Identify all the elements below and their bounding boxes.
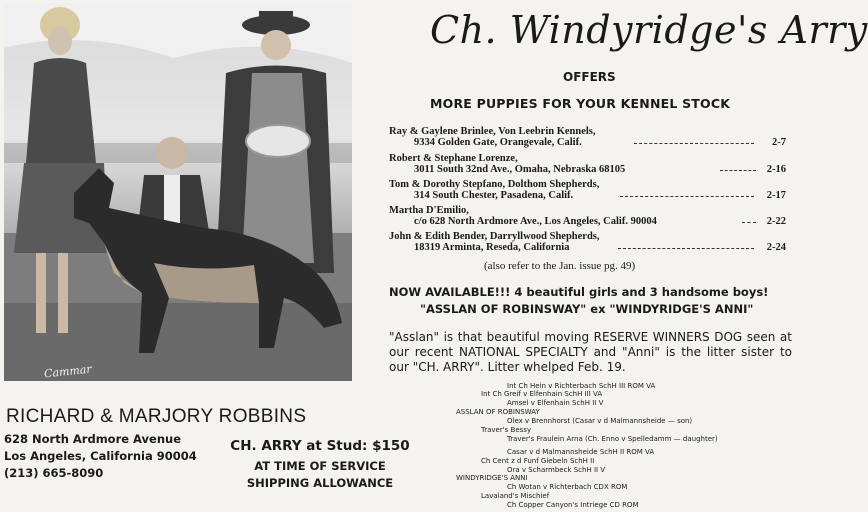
show-photo [4,3,352,381]
pedigree-line: Int Ch Hein v Richterbach SchH III ROM VA [507,382,656,390]
kennel-address: 9334 Golden Gate, Orangevale, Calif. [414,137,582,148]
stud-shipping: SHIPPING ALLOWANCE [246,476,394,490]
now-available: NOW AVAILABLE!!! 4 beautiful girls and 3 handsome boys! [389,285,769,299]
leader-dashes [720,164,756,171]
kennel-address: 18319 Arminta, Reseda, California [414,242,570,253]
owner-street: 628 North Ardmore Avenue [4,432,182,446]
pedigree-line: Int Ch Greif v Elfenhain SchH III VA [481,390,603,398]
leader-dashes [620,190,754,197]
litter-parents: "ASSLAN OF ROBINSWAY" ex "WINDYRIDGE'S ANNI" [420,302,754,316]
leader-dashes [618,242,754,249]
offers-heading: OFFERS [563,70,616,84]
photo-illustration [4,3,352,381]
owner-phone: (213) 665-8090 [4,466,104,480]
litter-description: "Asslan" is that beautiful moving RESERVE WINNERS DOG seen at our recent NATIONAL SPECIALTY and "Anni" is the litter sister to our "CH. ARRY". Litter whelped Feb. 19. [389,330,792,374]
kennel-name: Tom & Dorothy Stepfano, Dolthom Shepherds, [389,179,600,190]
photo-credit: Cammar [43,362,93,381]
pedigree-line: Olex v Brennhorst (Casar v d Malmannsheide — son) [507,417,693,425]
kennel-address: 314 South Chester, Pasadena, Calif. [414,190,574,201]
leader-dashes [634,137,754,144]
kennel-date: 2-22 [766,216,786,227]
pedigree-line: Ch Copper Canyon's Intriege CD ROM [507,501,639,509]
pedigree-line: Casar v d Malmannsheide SchH II ROM VA [507,448,655,456]
stud-terms: AT TIME OF SERVICE [254,459,386,473]
pedigree-line: Amsel v Elfenhain SchH II V [507,399,604,407]
kennel-name: Martha D'Emilio, [389,205,469,216]
kennel-date: 2-24 [766,242,786,253]
kennel-address: 3011 South 32nd Ave., Omaha, Nebraska 68105 [414,164,626,175]
pedigree-line: Ora v Scharmbeck SchH II V [507,466,606,474]
issue-reference: (also refer to the Jan. issue pg. 49) [484,260,636,272]
owner-city: Los Angeles, California 90004 [4,449,197,463]
pedigree-line: Traver's Fraulein Arna (Ch. Enno v Spelledamm — daughter) [507,435,718,443]
owner-names: RICHARD & MARJORY ROBBINS [6,406,307,427]
kennel-address: c/o 628 North Ardmore Ave., Los Angeles, Calif. 90004 [414,216,657,227]
ad-title: Ch. Windyridge's Arry [430,8,868,52]
leader-dashes [742,216,756,223]
pedigree-line: Ch Cent z d Funf Giebeln SchH II [481,457,595,465]
pedigree-line: Lavaland's Mischief [481,492,550,500]
kennel-date: 2-16 [766,164,786,175]
kennel-name: Ray & Gaylene Brinlee, Von Leebrin Kennels, [389,126,596,137]
kennel-name: Robert & Stephane Lorenze, [389,153,518,164]
stud-fee: CH. ARRY at Stud: $150 [230,438,410,454]
kennel-date: 2-7 [772,137,786,148]
pedigree-line: ASSLAN OF ROBINSWAY [456,408,540,416]
ad-subtitle: MORE PUPPIES FOR YOUR KENNEL STOCK [430,96,731,111]
pedigree-line: Ch Wotan v Richterbach CDX ROM [507,483,628,491]
kennel-name: John & Edith Bender, Darryllwood Shepherds, [389,231,600,242]
pedigree-line: Traver's Bessy [481,426,532,434]
kennel-date: 2-17 [766,190,786,201]
pedigree-line: WINDYRIDGE'S ANNI [456,474,528,482]
